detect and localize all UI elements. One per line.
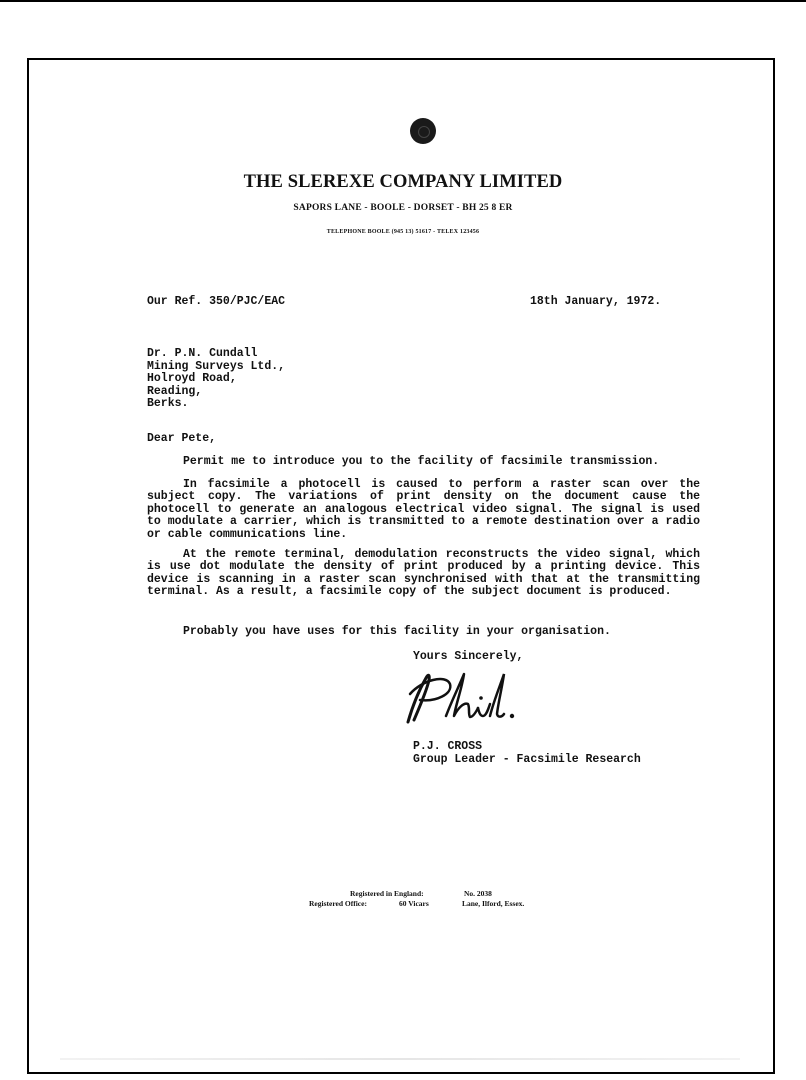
top-rule [0,0,806,2]
body-paragraph: Permit me to introduce you to the facility of facsimile transmission. [183,455,660,468]
office-address-part1: 60 Vicars [399,899,429,908]
reference-line: Our Ref. 350/PJC/EAC [147,295,286,308]
signer-title: Group Leader - Facsimile Research [413,752,641,766]
registered-number: No. 2038 [464,889,492,898]
footer-row-registered [300,889,560,899]
registration-footer [300,889,560,909]
recipient-address [147,348,285,411]
recipient-line: Dr. P.N. Cundall [147,347,258,360]
registered-label: Registered in England: [350,889,424,898]
salutation: Dear Pete, [147,432,217,445]
office-address-part2: Lane, Ilford, Essex. [462,899,525,908]
body-paragraph: In facsimile a photocell is caused to perform a raster scan over the subject copy. The variations of print density on the document cause the photocell to generate an analogous electrical video signal. The signal is used to modulate a carrier, which is transmitted to a remote destination over a radio or cable communications line. [147,478,700,541]
company-logo-icon [410,118,436,144]
body-paragraph: At the remote terminal, demodulation reconstructs the video signal, which is use dot modulate the density of print produced by a printing device. This device is scanning in a raster scan synchronised with that at the transmitting terminal. As a result, a facsimile copy of the subject document is produced. [147,548,700,599]
signer-name: P.J. CROSS [413,740,483,753]
letter-date: 18th January, 1972. [530,295,662,308]
office-label: Registered Office: [309,899,367,908]
recipient-line: Mining Surveys Ltd., [147,359,286,373]
recipient-line: Berks. [147,397,189,411]
logo-emblem [418,126,430,138]
handwritten-signature [400,664,525,728]
scan-edge-strip [60,1058,740,1060]
company-telephone: TELEPHONE BOOLE (945 13) 51617 - TELEX 123456 [326,229,480,235]
body-paragraph: Probably you have uses for this facility in your organisation. [183,625,611,638]
company-name: THE SLEREXE COMPANY LIMITED [243,172,563,192]
footer-row-office [300,899,560,909]
signer-block [413,741,641,766]
recipient-line: Holroyd Road, [147,372,237,386]
closing: Yours Sincerely, [413,650,524,663]
recipient-line: Reading, [147,384,203,398]
company-address: SAPORS LANE - BOOLE - DORSET - BH 25 8 ER [293,203,513,213]
